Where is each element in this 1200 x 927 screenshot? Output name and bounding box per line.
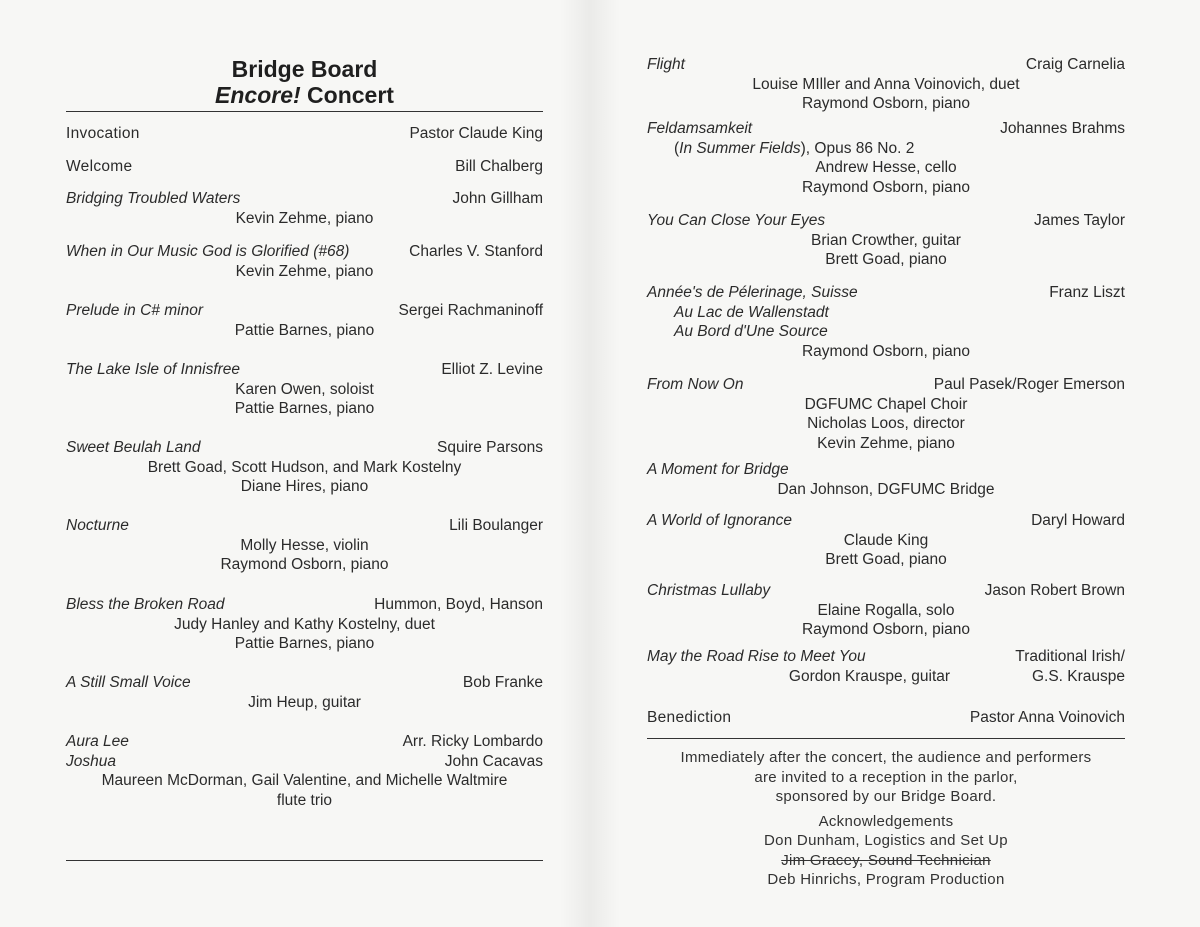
program-item-annee-de-pelerinage — [647, 283, 1125, 361]
item-credit: Elliot Z. Levine — [441, 361, 543, 378]
bottom-rule — [66, 860, 543, 861]
page-fold — [560, 0, 620, 927]
item-performer: Claude King — [843, 531, 929, 549]
item-credit: John Gillham — [452, 190, 543, 207]
item-performer: Dan Johnson, DGFUMC Bridge — [777, 480, 995, 498]
item-credit-2: G.S. Krauspe — [1031, 667, 1125, 685]
acknowledgements-heading: Acknowledgements — [818, 812, 954, 830]
item-credit-2: John Cacavas — [444, 752, 543, 770]
program-item-from-now-on — [647, 375, 1125, 453]
item-credit: Arr. Ricky Lombardo — [402, 733, 543, 750]
item-title: Benediction — [647, 709, 732, 726]
item-title: Feldamsamkeit — [647, 120, 753, 137]
title-encore: Encore! — [215, 82, 301, 108]
item-performer: Brett Goad, Scott Hudson, and Mark Kostelny — [147, 458, 462, 476]
item-title: You Can Close Your Eyes — [647, 212, 826, 229]
item-performer: Judy Hanley and Kathy Kostelny, duet — [174, 615, 435, 633]
acknowledgement: Jim Gracey, Sound Technician — [781, 851, 991, 869]
item-title: From Now On — [647, 376, 744, 393]
item-credit: Bill Chalberg — [455, 158, 543, 175]
item-performer: Raymond Osborn, piano — [801, 342, 970, 360]
title-rule — [66, 111, 543, 112]
closing-rule — [647, 738, 1125, 739]
item-title: Sweet Beulah Land — [66, 439, 201, 456]
item-performer: Kevin Zehme, piano — [235, 262, 374, 280]
program-item-when-in-our-music — [66, 242, 543, 281]
closing-notes — [647, 748, 1125, 890]
item-movement: Au Lac de Wallenstadt — [674, 303, 829, 321]
program-item-moment-for-bridge — [647, 460, 1125, 499]
item-credit: Bob Franke — [462, 674, 543, 691]
item-performer: Gordon Krauspe, guitar — [788, 667, 951, 685]
program-item-christmas-lullaby — [647, 581, 1125, 640]
reception-note: are invited to a reception in the parlor, — [754, 768, 1018, 786]
title-line-1: Bridge Board — [231, 56, 378, 82]
subtitle-italic: In Summer Fields — [679, 139, 801, 157]
item-performer: Raymond Osborn, piano — [801, 178, 970, 196]
item-credit: Pastor Anna Voinovich — [969, 709, 1125, 726]
program-item-invocation — [66, 124, 543, 144]
item-performer: Elaine Rogalla, solo — [817, 601, 955, 619]
reception-note: Immediately after the concert, the audience and performers — [680, 749, 1092, 766]
item-credit: Jason Robert Brown — [984, 582, 1125, 599]
item-performer: DGFUMC Chapel Choir — [804, 395, 968, 413]
acknowledgement: Don Dunham, Logistics and Set Up — [764, 832, 1008, 849]
item-title: Année's de Pélerinage, Suisse — [647, 284, 858, 301]
item-title: Aura Lee — [66, 733, 129, 750]
item-title: Flight — [647, 56, 685, 73]
item-credit: Lili Boulanger — [449, 517, 543, 534]
left-page — [66, 0, 543, 927]
program-item-prelude — [66, 301, 543, 340]
item-performer: Raymond Osborn, piano — [220, 556, 389, 573]
item-performer: Jim Heup, guitar — [248, 693, 361, 711]
program-title — [66, 56, 543, 108]
item-performer: Maureen McDorman, Gail Valentine, and Michelle Waltmire — [101, 772, 508, 789]
program-item-world-of-ignorance — [647, 511, 1125, 570]
item-performer: Nicholas Loos, director — [807, 415, 965, 432]
item-title: When in Our Music God is Glorified (#68) — [66, 243, 350, 260]
item-credit: Franz Liszt — [1049, 284, 1125, 301]
item-credit: Johannes Brahms — [1000, 120, 1125, 137]
item-credit: Hummon, Boyd, Hanson — [374, 596, 543, 613]
program-item-close-your-eyes — [647, 211, 1125, 270]
program-item-still-small-voice — [66, 673, 543, 712]
item-performer: Pattie Barnes, piano — [234, 321, 375, 339]
item-credit: Paul Pasek/Roger Emerson — [933, 376, 1125, 393]
item-performer: Pattie Barnes, piano — [234, 400, 375, 417]
reception-note: sponsored by our Bridge Board. — [775, 788, 997, 805]
program-item-lake-isle — [66, 360, 543, 419]
item-performer: Karen Owen, soloist — [235, 380, 374, 398]
item-performer: Louise MIller and Anna Voinovich, duet — [752, 75, 1020, 93]
item-title: May the Road Rise to Meet You — [647, 648, 866, 665]
item-performer: flute trio — [276, 791, 333, 809]
item-credit: Squire Parsons — [437, 439, 543, 456]
item-title: Christmas Lullaby — [647, 582, 771, 599]
item-title: A Moment for Bridge — [647, 461, 789, 478]
item-credit: Charles V. Stanford — [409, 243, 543, 260]
item-performer: Diane Hires, piano — [240, 478, 369, 495]
title-concert: Concert — [300, 82, 394, 108]
item-movement: Au Bord d'Une Source — [674, 323, 828, 340]
program-item-nocturne — [66, 516, 543, 575]
title-line-2 — [66, 82, 543, 108]
item-performer: Raymond Osborn, piano — [801, 95, 970, 112]
subtitle-open: ( — [674, 139, 680, 157]
program-item-benediction — [647, 708, 1125, 728]
item-performer: Brett Goad, piano — [825, 251, 947, 268]
item-credit: Craig Carnelia — [1025, 56, 1125, 73]
program-item-flight — [647, 55, 1125, 114]
program-item-bridging — [66, 189, 543, 228]
item-subtitle — [647, 139, 1125, 159]
item-title: Prelude in C# minor — [66, 302, 203, 319]
item-credit: Traditional Irish/ — [1015, 648, 1125, 665]
item-performer: Kevin Zehme, piano — [235, 209, 374, 227]
item-credit: Pastor Claude King — [409, 125, 543, 142]
item-title: A Still Small Voice — [66, 674, 191, 691]
subtitle-rest: ), Opus 86 No. 2 — [800, 139, 915, 157]
item-title-2: Joshua — [66, 752, 116, 770]
item-performer: Pattie Barnes, piano — [234, 635, 375, 652]
program-item-sweet-beulah-land — [66, 438, 543, 497]
acknowledgement: Deb Hinrichs, Program Production — [767, 871, 1005, 888]
program-item-aura-lee-joshua — [66, 732, 543, 810]
item-performer: Molly Hesse, violin — [240, 536, 369, 554]
item-performer: Andrew Hesse, cello — [815, 159, 957, 176]
item-credit: James Taylor — [1033, 212, 1125, 229]
item-credit: Sergei Rachmaninoff — [398, 302, 543, 319]
program-item-welcome — [66, 157, 543, 177]
item-title: Bless the Broken Road — [66, 596, 225, 613]
item-title: The Lake Isle of Innisfree — [66, 361, 241, 378]
item-performer: Raymond Osborn, piano — [801, 621, 970, 638]
item-title: Bridging Troubled Waters — [66, 190, 241, 207]
item-title: Nocturne — [66, 517, 129, 534]
item-performer: Brett Goad, piano — [825, 551, 947, 568]
right-page — [647, 0, 1125, 927]
item-title: Welcome — [66, 158, 133, 175]
program-item-may-the-road-rise — [647, 647, 1125, 686]
item-title: Invocation — [66, 125, 140, 142]
program-item-bless-the-broken-road — [66, 595, 543, 654]
item-performer: Kevin Zehme, piano — [817, 434, 955, 452]
item-performer: Brian Crowther, guitar — [811, 231, 961, 249]
item-title: A World of Ignorance — [647, 512, 793, 529]
item-credit: Daryl Howard — [1031, 512, 1125, 529]
program-item-feldamsamkeit — [647, 119, 1125, 197]
